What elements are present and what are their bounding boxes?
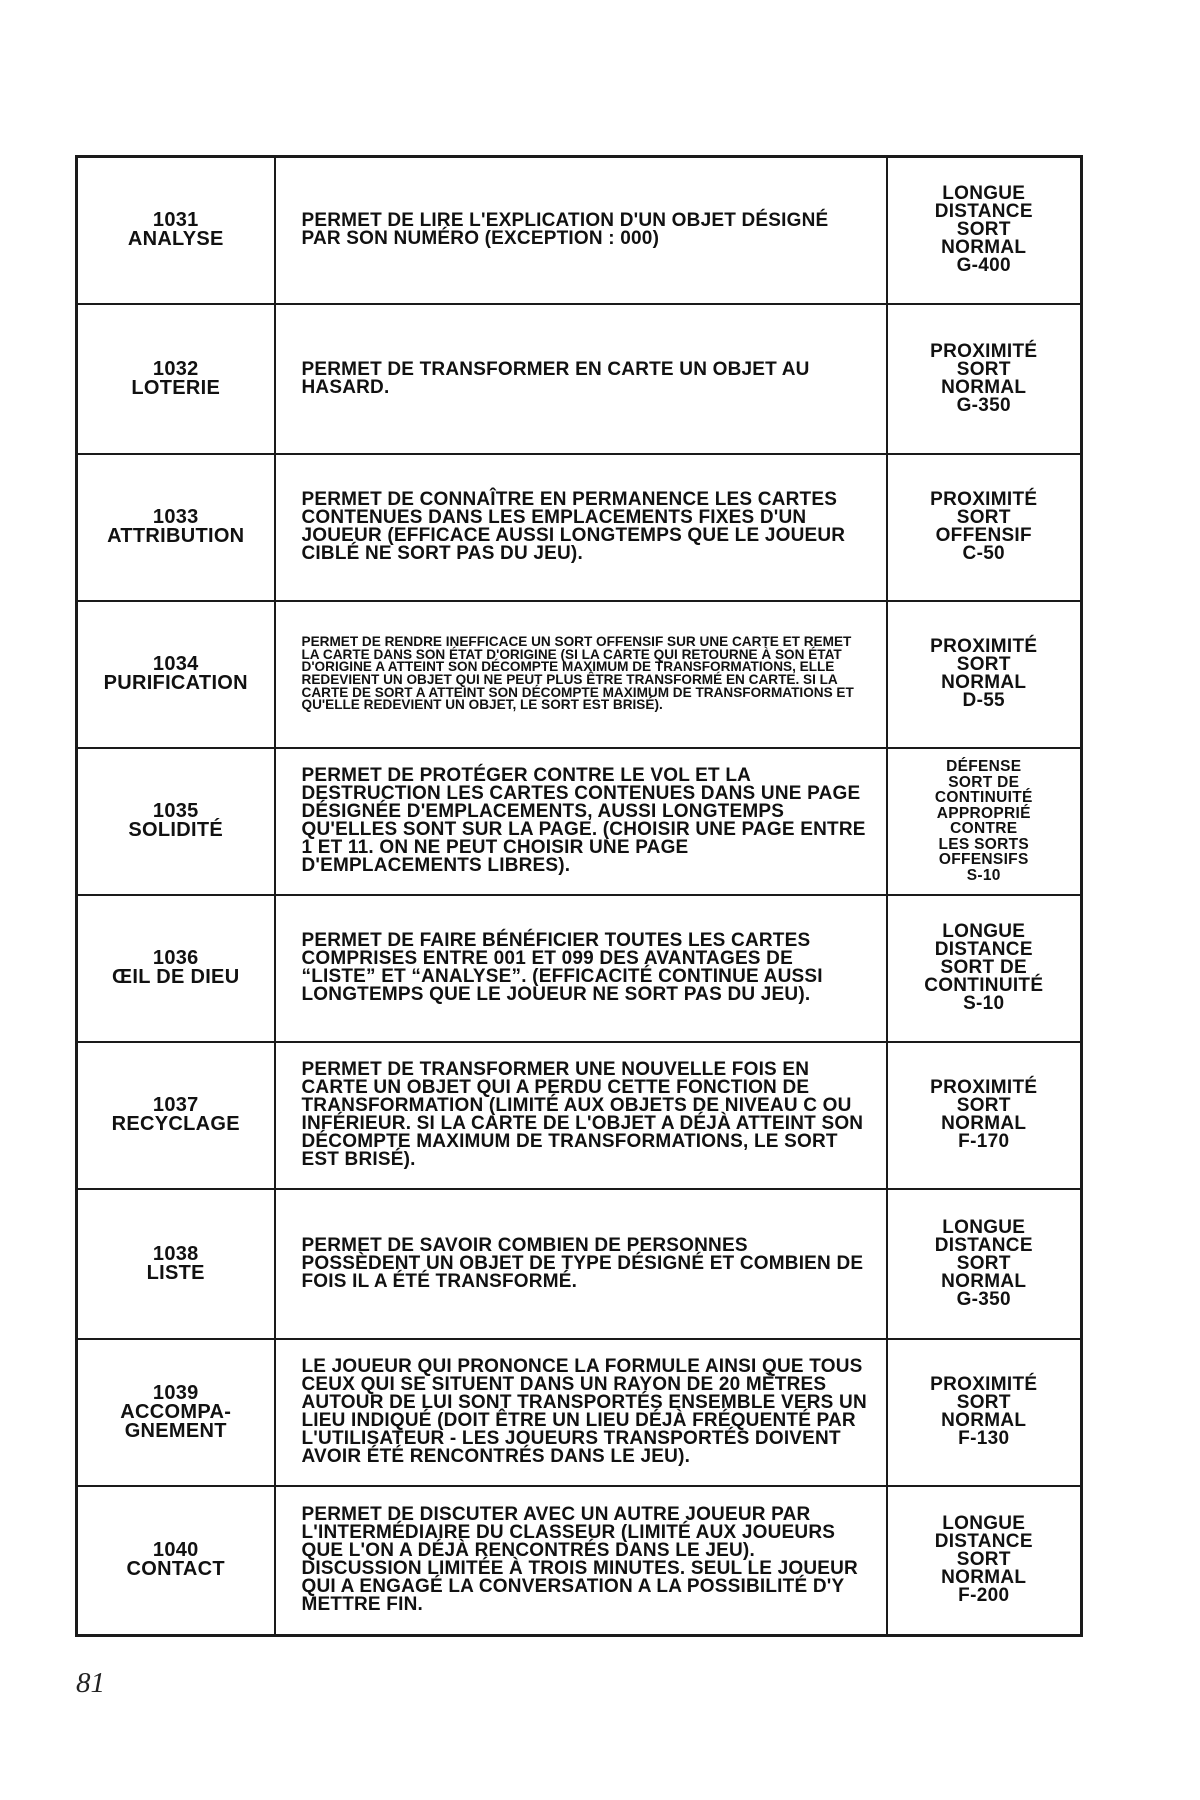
card-type-line: CONTINUITÉ (934, 789, 1033, 806)
card-type-cell (887, 304, 1082, 454)
card-description: PERMET DE PROTÉGER CONTRE LE VOL ET LA DESTRUCTION LES CARTES CONTENUES DANS UNE PAGE DÉSIGNÉE D'EMPLACEMENTS, AUSSI LONGTEMPS QU'ELLES SONT SUR LA PAGE. (CHOISIR UNE PAGE ENTRE 1 ET 11. ON NE PEUT CHOISIR UNE PAGE D'EMPLACEMENTS LIBRES). (275, 748, 887, 895)
card-name-cell (77, 895, 275, 1042)
card-name: SOLIDITÉ (128, 819, 224, 841)
card-type-line: SORT (956, 1392, 1011, 1413)
card-type-cell (887, 157, 1082, 304)
card-name: ACCOMPA- (120, 1400, 232, 1423)
card-type-line: PROXIMITÉ (930, 636, 1038, 657)
card-name-cell (77, 1042, 275, 1189)
card-type-line: SORT (956, 1252, 1011, 1274)
card-description: PERMET DE DISCUTER AVEC UN AUTRE JOUEUR PAR L'INTERMÉDIAIRE DU CLASSEUR (LIMITÉ AUX JOUEURS QUE L'ON A DÉJÀ RENCONTRÉS DANS LE JEU). DISCUSSION LIMITÉE À TROIS MINUTES. SEUL LE JOUEUR QUI A ENGAGÉ LA CONVERSATION A LA POSSIBILITÉ D'Y METTRE FIN. (275, 1486, 887, 1636)
card-name-cell (77, 1189, 275, 1339)
card-type-line: LONGUE (942, 183, 1026, 205)
card-type-line: PROXIMITÉ (930, 1077, 1038, 1098)
card-type-line: PROXIMITÉ (930, 1374, 1038, 1395)
card-name: ANALYSE (127, 228, 224, 251)
card-name-cell (77, 1486, 275, 1636)
card-number: 1038 (152, 1242, 199, 1265)
table-row (77, 748, 1082, 895)
card-description: LE JOUEUR QUI PRONONCE LA FORMULE AINSI QUE TOUS CEUX QUI SE SITUENT DANS UN RAYON DE 20 MÈTRES AUTOUR DE LUI SONT TRANSPORTÉS ENSEMBLE VERS UN LIEU INDIQUÉ (DOIT ÊTRE UN LIEU DÉJÀ FRÉQUENTÉ PAR L'UTILISATEUR - LES JOUEURS TRANSPORTÉS DOIVENT AVOIR ÉTÉ RENCONTRÉS DANS LE JEU). (275, 1339, 887, 1486)
card-name-cell (77, 601, 275, 748)
card-number: 1037 (152, 1094, 199, 1116)
card-number: 1032 (152, 357, 199, 380)
card-type-line: NORMAL (941, 1410, 1027, 1431)
page-number: 81 (76, 1667, 105, 1699)
card-rank: G-350 (956, 1288, 1011, 1310)
card-description: PERMET DE TRANSFORMER UNE NOUVELLE FOIS EN CARTE UN OBJET QUI A PERDU CETTE FONCTION DE TRANSFORMATION (LIMITÉ AUX OBJETS DE NIVEAU C OU INFÉRIEUR. SI LA CARTE DE L'OBJET A DÉJÀ ATTEINT SON DÉCOMPTE MAXIMUM DE TRANSFORMATIONS, LE SORT EST BRISÉ). (275, 1042, 887, 1189)
card-type-line: NORMAL (941, 1113, 1027, 1134)
card-type-line: SORT (956, 654, 1011, 675)
card-type-cell (887, 1042, 1082, 1189)
card-type-line: PROXIMITÉ (930, 340, 1038, 362)
card-name-cell (77, 454, 275, 601)
card-number: 1039 (152, 1381, 199, 1404)
card-type-line: SORT (956, 507, 1011, 528)
card-type-cell (887, 748, 1082, 895)
card-type-cell (887, 1339, 1082, 1486)
card-name-cell (77, 157, 275, 304)
card-rank: F-130 (958, 1428, 1010, 1449)
card-type-line: APPROPRIÉ (936, 804, 1031, 822)
card-type-line: SORT (956, 358, 1011, 380)
card-type-line: NORMAL (941, 237, 1027, 259)
card-type-line: DISTANCE (934, 201, 1033, 223)
card-type-line: NORMAL (941, 1270, 1027, 1292)
table-row (77, 1339, 1082, 1486)
table-row (77, 304, 1082, 454)
card-type-line: NORMAL (941, 672, 1027, 693)
card-description: PERMET DE TRANSFORMER EN CARTE UN OBJET AU HASARD. (275, 304, 887, 454)
card-number: 1033 (152, 506, 199, 528)
table-row (77, 1189, 1082, 1339)
card-type-line: NORMAL (941, 376, 1027, 398)
card-type-line: SORT (956, 219, 1011, 241)
card-description: PERMET DE SAVOIR COMBIEN DE PERSONNES POSSÈDENT UN OBJET DE TYPE DÉSIGNÉ ET COMBIEN DE FOIS IL A ÉTÉ TRANSFORMÉ. (275, 1189, 887, 1339)
card-description: PERMET DE LIRE L'EXPLICATION D'UN OBJET DÉSIGNÉ PAR SON NUMÉRO (EXCEPTION : 000) (275, 157, 887, 304)
card-name: LISTE (146, 1261, 205, 1284)
card-type-line: DÉFENSE (946, 758, 1022, 775)
table-row (77, 601, 1082, 748)
card-rank: S-10 (963, 993, 1005, 1014)
table-row (77, 1486, 1082, 1636)
card-type-cell (887, 895, 1082, 1042)
card-description: PERMET DE CONNAÎTRE EN PERMANENCE LES CARTES CONTENUES DANS LES EMPLACEMENTS FIXES D'UN JOUEUR (EFFICACE AUSSI LONGTEMPS QUE LE JOUEUR CIBLÉ NE SORT PAS DU JEU). (275, 454, 887, 601)
card-type-line: SORT (956, 1549, 1011, 1571)
card-rank: G-350 (956, 394, 1011, 416)
card-name-cell (77, 748, 275, 895)
card-description: PERMET DE RENDRE INEFFICACE UN SORT OFFENSIF SUR UNE CARTE ET REMET LA CARTE DANS SON ÉTAT D'ORIGINE (SI LA CARTE QUI RETOURNE À SON ÉTAT D'ORIGINE A ATTEINT SON DÉCOMPTE MAXIMUM DE TRANSFORMATIONS, ELLE REDEVIENT UN OBJET QUI NE PEUT PLUS ÊTRE TRANSFORMÉ EN CARTE. SI LA CARTE DE SORT A ATTEINT SON DÉCOMPTE MAXIMUM DE TRANSFORMATIONS ET QU'ELLE REDEVIENT UN OBJET, LE SORT EST BRISÉ). (275, 601, 887, 748)
card-rank: F-170 (958, 1131, 1010, 1152)
card-type-cell (887, 454, 1082, 601)
card-table (75, 155, 1083, 1637)
card-rank: G-400 (956, 255, 1011, 277)
card-type-line: LONGUE (942, 1513, 1026, 1535)
card-name: RECYCLAGE (111, 1113, 240, 1135)
card-description: PERMET DE FAIRE BÉNÉFICIER TOUTES LES CARTES COMPRISES ENTRE 001 ET 099 DES AVANTAGES DE “LISTE” ET “ANALYSE”. (EFFICACITÉ CONTINUE AUSSI LONGTEMPS QUE LE JOUEUR NE SORT PAS DU JEU). (275, 895, 887, 1042)
card-type-line: NORMAL (941, 1567, 1027, 1589)
card-number: 1034 (152, 653, 199, 675)
card-rank: F-200 (958, 1585, 1010, 1607)
card-name-cell (77, 1339, 275, 1486)
table-row (77, 454, 1082, 601)
card-type-line: LONGUE (942, 921, 1026, 942)
card-type-line: OFFENSIFS (938, 851, 1029, 868)
card-type-cell (887, 1189, 1082, 1339)
card-type-line: CONTINUITÉ (924, 975, 1044, 996)
card-type-line: DISTANCE (934, 939, 1033, 960)
card-number: 1035 (152, 800, 199, 822)
table-row (77, 895, 1082, 1042)
table-row (77, 157, 1082, 304)
card-type-line: DISTANCE (934, 1531, 1033, 1553)
card-name: ATTRIBUTION (107, 525, 245, 547)
card-type-line: SORT DE (940, 957, 1028, 978)
card-name: ŒIL DE DIEU (112, 966, 240, 988)
card-number: 1040 (152, 1539, 199, 1562)
table-row (77, 1042, 1082, 1189)
card-number: 1031 (152, 209, 199, 232)
card-type-cell (887, 601, 1082, 748)
card-name: CONTACT (126, 1558, 225, 1581)
card-name: PURIFICATION (103, 672, 248, 694)
card-name: GNEMENT (124, 1419, 227, 1442)
card-name-cell (77, 304, 275, 454)
card-type-line: PROXIMITÉ (930, 489, 1038, 510)
card-type-line: DISTANCE (934, 1234, 1033, 1256)
card-rank: C-50 (962, 543, 1005, 564)
card-rank: D-55 (962, 690, 1005, 711)
card-type-cell (887, 1486, 1082, 1636)
card-type-line: SORT DE (948, 773, 1020, 791)
card-rank: S-10 (966, 866, 1001, 884)
card-number: 1036 (152, 947, 199, 969)
card-type-line: LES SORTS (938, 835, 1030, 853)
card-name: LOTERIE (131, 376, 221, 399)
card-type-line: LONGUE (942, 1216, 1026, 1238)
card-type-line: OFFENSIF (935, 525, 1032, 546)
card-type-line: CONTRE (950, 820, 1018, 837)
card-type-line: SORT (956, 1095, 1011, 1116)
